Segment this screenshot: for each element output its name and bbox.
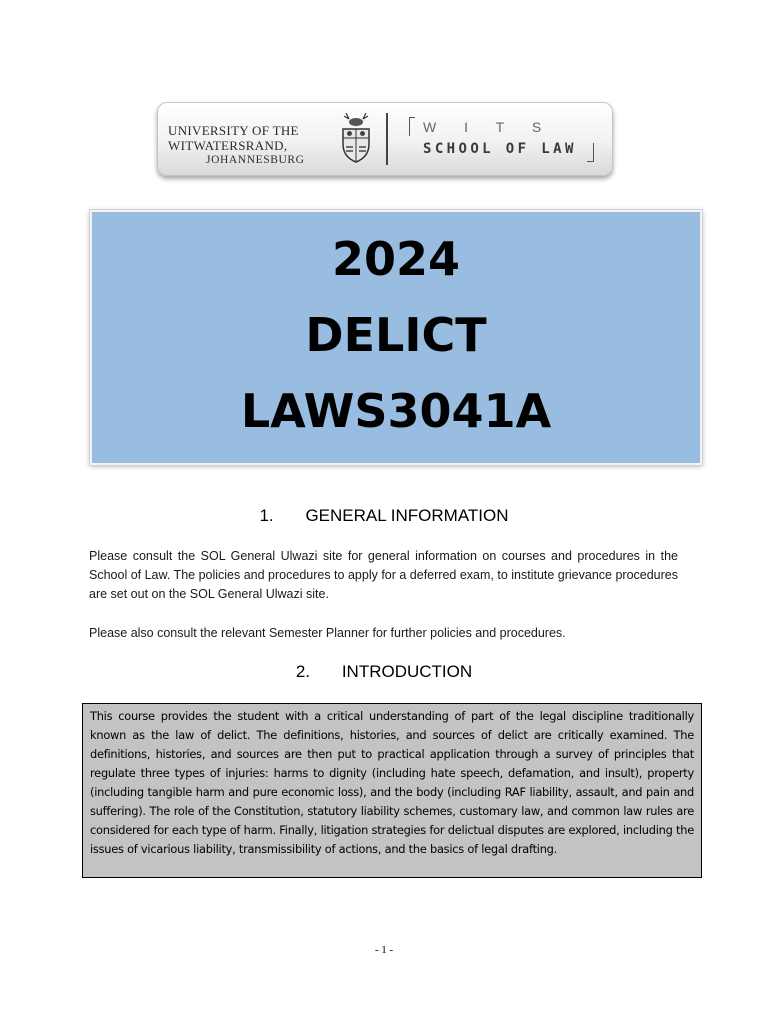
section-number: 2. [295, 662, 311, 681]
semester-planner-paragraph: Please also consult the relevant Semester Planner for further policies and procedures. [89, 626, 566, 640]
section-heading-introduction [0, 662, 768, 682]
university-name-line1: UNIVERSITY OF THE [168, 123, 299, 138]
logo-divider [386, 113, 388, 165]
wits-wordmark: W I T S [423, 119, 554, 135]
crest-icon [339, 111, 373, 165]
university-logo-banner [157, 102, 613, 176]
page-number: - 1 - [374, 944, 394, 956]
section-heading-general-information [0, 506, 768, 526]
course-title-box [90, 210, 702, 465]
course-code: LAWS3041A [240, 384, 552, 438]
university-name-line3: JOHANNESBURG [206, 154, 305, 166]
section-title: GENERAL INFORMATION [305, 506, 509, 525]
university-name-line2: WITWATERSRAND, [168, 138, 288, 153]
bracket-left [409, 117, 415, 136]
university-name [168, 123, 338, 168]
course-name: DELICT [305, 308, 487, 362]
section-title: INTRODUCTION [341, 662, 473, 681]
course-year: 2024 [331, 232, 461, 286]
bracket-right [587, 143, 594, 162]
section-number: 1. [259, 506, 274, 525]
wits-school-of-law-logo [409, 115, 599, 165]
general-info-paragraph: Please consult the SOL General Ulwazi site for general information on courses and procedures in the School of Law. The policies and procedures to apply for a deferred exam, to institute grievance procedures are set out on the SOL General Ulwazi site. [89, 549, 679, 601]
school-of-law-wordmark: SCHOOL OF LAW [423, 141, 577, 157]
introduction-box [82, 703, 702, 878]
introduction-text: This course provides the student with a critical understanding of part of the legal discipline traditionally known as the law of delict. The definitions, histories, and sources of delict are critically examined. The definitions, histories, and sources are then put to practical application through a survey of principles that regulate three types of injuries: harms to dignity (including hate speech, defamation, and insult), property (including tangible harm and pure economic loss), and the body (including RAF liability, assault, and pain and suffering). The role of the Constitution, statutory liability schemes, customary law, and common law rules are considered for each type of harm. Finally, litigation strategies for delictual disputes are explored, including the issues of vicarious liability, transmissibility of actions, and the basics of legal drafting. [90, 709, 694, 856]
